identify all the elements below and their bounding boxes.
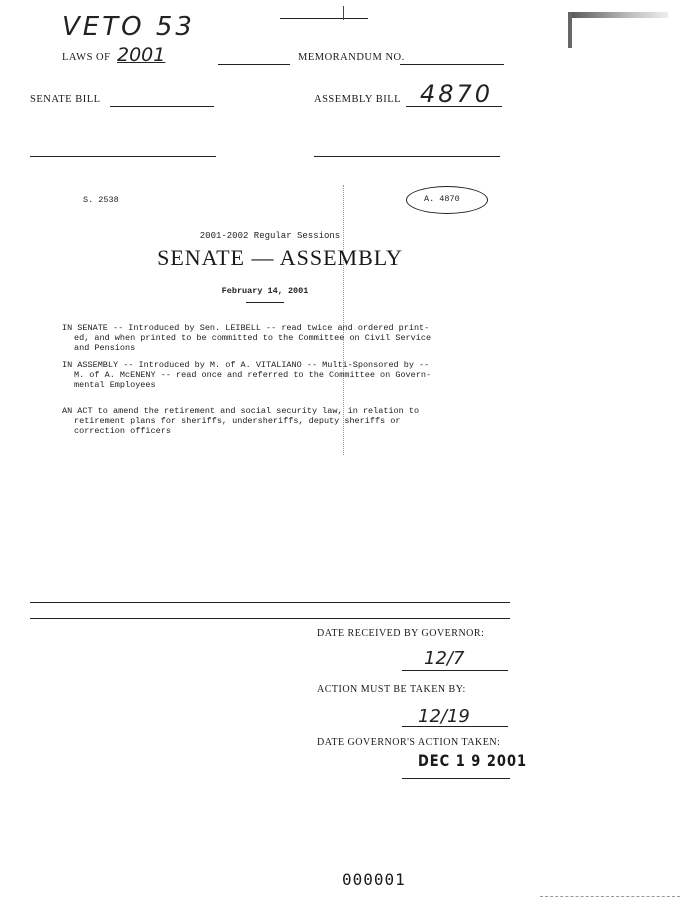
action-by-rule [402,726,508,727]
senate-bill-label: SENATE BILL [30,94,101,105]
assembly-intro-line-3: mental Employees [74,380,156,390]
senate-bill-number: S. 2538 [83,195,119,205]
assembly-intro-line-2: M. of A. McENENY -- read once and referred to the Committee on Govern- [74,370,432,380]
senate-bill-rule [110,106,214,107]
bottom-right-dashes [540,896,680,897]
session-line: 2001-2002 Regular Sessions [199,231,341,241]
corner-smudge-edge [568,12,572,48]
act-line-1: AN ACT to amend the retirement and social security law, in relation to [62,406,420,416]
laws-of-rule [218,64,290,65]
senate-introduction [62,323,502,353]
act-line-2: retirement plans for sheriffs, undersheriffs, deputy sheriffs or [74,416,401,426]
left-blank-rule [30,156,216,157]
page-number: 000001 [342,870,406,889]
assembly-introduction [62,360,502,390]
date-underline [246,302,284,303]
separator-rule-bottom [30,618,510,619]
right-blank-rule [314,156,500,157]
top-center-tick [343,6,344,20]
action-taken-label: DATE GOVERNOR'S ACTION TAKEN: [317,737,501,748]
laws-of-year-handwritten: 2001 [117,44,166,66]
corner-smudge [568,12,668,18]
date-received-label: DATE RECEIVED BY GOVERNOR: [317,628,485,639]
date-received-rule [402,670,508,671]
action-taken-date-stamp: DEC 1 9 2001 [418,752,528,771]
assembly-bill-rule [406,106,502,107]
chamber-title: SENATE — ASSEMBLY [157,245,403,270]
senate-intro-line-1: IN SENATE -- Introduced by Sen. LEIBELL -- read twice and ordered print- [62,323,430,333]
senate-intro-line-2: ed, and when printed to be committed to the Committee on Civil Service [74,333,432,343]
assembly-bill-number-handwritten: 4870 [420,80,494,108]
top-center-rule [280,18,368,19]
memorandum-rule [400,64,504,65]
act-description [62,406,502,436]
date-received-handwritten: 12/7 [424,648,465,669]
assembly-intro-line-1: IN ASSEMBLY -- Introduced by M. of A. VITALIANO -- Multi-Sponsored by -- [62,360,430,370]
separator-rule-top [30,602,510,603]
act-line-3: correction officers [74,426,171,436]
assembly-bill-number: A. 4870 [424,194,460,204]
assembly-bill-label: ASSEMBLY BILL [314,94,402,105]
action-taken-rule [402,778,510,779]
senate-intro-line-3: and Pensions [74,343,136,353]
action-must-be-taken-label: ACTION MUST BE TAKEN BY: [317,684,466,695]
bill-date: February 14, 2001 [221,286,309,296]
memorandum-label: MEMORANDUM NO. [298,52,405,63]
action-by-date-handwritten: 12/19 [418,706,470,727]
laws-of-label: LAWS OF [62,52,111,63]
veto-number-handwritten: VETO 53 [62,12,195,42]
